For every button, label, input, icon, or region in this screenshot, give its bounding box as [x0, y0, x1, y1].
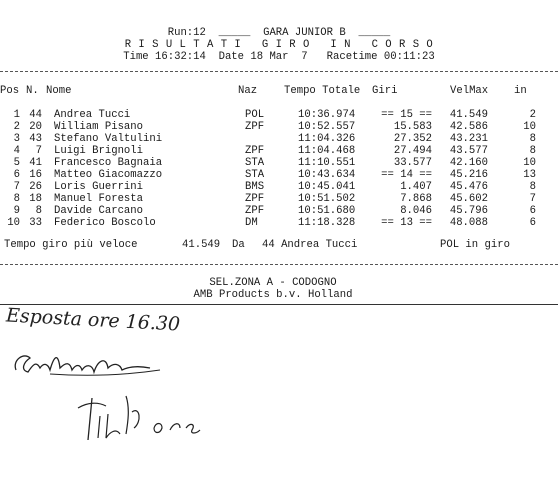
- row-in: 6: [529, 217, 536, 229]
- row-gap: 27.494: [393, 145, 432, 157]
- row-number: 18: [29, 193, 42, 205]
- row-name: Matteo Giacomazzo: [54, 169, 163, 181]
- row-number: 8: [35, 205, 42, 217]
- row-naz: ZPF: [245, 145, 265, 157]
- footer-divider: [0, 304, 558, 305]
- row-number: 44: [29, 109, 42, 121]
- row-total-time: 10:52.557: [298, 121, 356, 133]
- row-total-time: 11:04.468: [298, 145, 356, 157]
- row-total-time: 11:04.326: [298, 133, 356, 145]
- row-pos: 3: [13, 133, 20, 145]
- handwritten-note: Esposta ore 16.30: [5, 304, 181, 336]
- col-giri: Giri: [372, 85, 398, 97]
- row-velmax: 45.796: [449, 205, 488, 217]
- page-title: R I S U L T A T I G I R O I N C O R S O: [124, 39, 434, 51]
- row-total-time: 10:45.041: [298, 181, 356, 193]
- row-naz: STA: [245, 169, 265, 181]
- row-pos: 8: [13, 193, 20, 205]
- row-gap: 1.407: [400, 181, 432, 193]
- signature-1: [10, 340, 170, 385]
- row-in: 8: [529, 181, 536, 193]
- row-velmax: 43.577: [449, 145, 488, 157]
- row-number: 16: [29, 169, 42, 181]
- row-gap: 27.352: [393, 133, 432, 145]
- signature-2: [70, 388, 220, 448]
- bottom-divider: [0, 264, 558, 265]
- row-gap: == 13 ==: [381, 217, 432, 229]
- row-velmax: 43.231: [449, 133, 488, 145]
- row-name: William Pisano: [54, 121, 144, 133]
- row-naz: DM: [245, 217, 258, 229]
- row-gap: 8.046: [400, 205, 432, 217]
- row-gap: == 14 ==: [381, 169, 432, 181]
- row-gap: 33.577: [393, 157, 432, 169]
- row-in: 2: [529, 109, 536, 121]
- row-name: Andrea Tucci: [54, 109, 131, 121]
- row-naz: ZPF: [245, 121, 265, 133]
- row-in: 8: [529, 145, 536, 157]
- col-in: in: [514, 85, 527, 97]
- row-number: 43: [29, 133, 42, 145]
- row-gap: 7.868: [400, 193, 432, 205]
- row-name: Loris Guerrini: [54, 181, 144, 193]
- fastest-lap-suffix: POL in giro: [440, 239, 510, 251]
- col-name: Nome: [46, 85, 72, 97]
- row-total-time: 11:10.551: [298, 157, 356, 169]
- row-in: 8: [529, 133, 536, 145]
- row-pos: 7: [13, 181, 20, 193]
- row-total-time: 10:43.634: [298, 169, 356, 181]
- row-gap: 15.583: [393, 121, 432, 133]
- run-line: Run:12 _____ GARA JUNIOR B _____: [167, 27, 391, 39]
- row-pos: 2: [13, 121, 20, 133]
- row-name: Luigi Brignoli: [54, 145, 144, 157]
- col-pos: Pos: [0, 85, 20, 97]
- row-total-time: 10:51.680: [298, 205, 356, 217]
- row-name: Manuel Foresta: [54, 193, 144, 205]
- row-in: 7: [529, 193, 536, 205]
- row-in: 10: [523, 121, 536, 133]
- row-name: Davide Carcano: [54, 205, 144, 217]
- row-in: 6: [529, 205, 536, 217]
- row-total-time: 10:51.502: [298, 193, 356, 205]
- row-velmax: 42.586: [449, 121, 488, 133]
- row-pos: 10: [7, 217, 20, 229]
- zone-label: SEL.ZONA A - CODOGNO: [209, 277, 337, 289]
- row-total-time: 10:36.974: [298, 109, 356, 121]
- fastest-lap-da: Da: [232, 239, 245, 251]
- row-velmax: 45.476: [449, 181, 488, 193]
- row-naz: STA: [245, 157, 265, 169]
- company-label: AMB Products b.v. Holland: [193, 289, 353, 301]
- row-pos: 9: [13, 205, 20, 217]
- col-tempo: Tempo Totale: [284, 85, 361, 97]
- row-number: 26: [29, 181, 42, 193]
- row-pos: 6: [13, 169, 20, 181]
- row-gap: == 15 ==: [381, 109, 432, 121]
- row-naz: ZPF: [245, 205, 265, 217]
- time-line: Time 16:32:14 Date 18 Mar 7 Racetime 00:11:23: [123, 51, 435, 63]
- row-number: 20: [29, 121, 42, 133]
- row-velmax: 45.602: [449, 193, 488, 205]
- col-naz: Naz: [238, 85, 258, 97]
- row-pos: 5: [13, 157, 20, 169]
- row-velmax: 42.160: [449, 157, 488, 169]
- top-divider: [0, 71, 558, 72]
- col-velmax: VelMax: [450, 85, 489, 97]
- row-number: 33: [29, 217, 42, 229]
- row-name: Stefano Valtulini: [54, 133, 163, 145]
- row-naz: BMS: [245, 181, 265, 193]
- row-pos: 1: [13, 109, 20, 121]
- row-velmax: 41.549: [449, 109, 488, 121]
- row-name: Francesco Bagnaia: [54, 157, 163, 169]
- row-name: Federico Boscolo: [54, 217, 156, 229]
- row-naz: ZPF: [245, 193, 265, 205]
- row-number: 7: [35, 145, 42, 157]
- row-velmax: 48.088: [449, 217, 488, 229]
- row-in: 13: [523, 169, 536, 181]
- fastest-lap-driver: 44 Andrea Tucci: [262, 239, 358, 251]
- row-pos: 4: [13, 145, 20, 157]
- row-in: 10: [523, 157, 536, 169]
- fastest-lap-label: Tempo giro più veloce: [4, 239, 138, 251]
- row-number: 41: [29, 157, 42, 169]
- fastest-lap-value: 41.549: [182, 239, 221, 251]
- col-no: N.: [26, 85, 39, 97]
- row-velmax: 45.216: [449, 169, 488, 181]
- row-total-time: 11:18.328: [298, 217, 356, 229]
- row-naz: POL: [245, 109, 265, 121]
